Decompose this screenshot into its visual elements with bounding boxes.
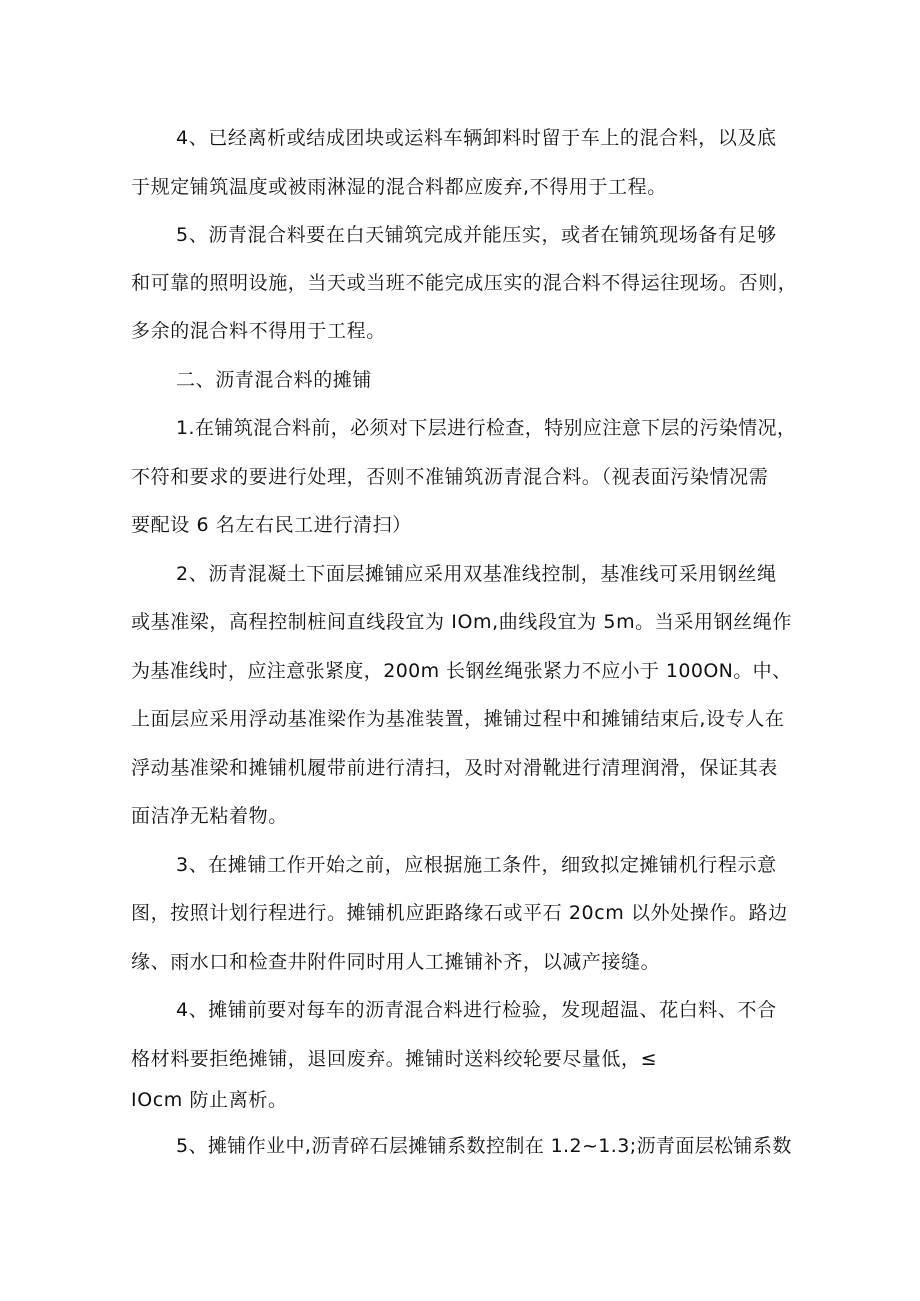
text-line: 浮动基准梁和摊铺机履带前进行清扫，及时对滑靴进行清理润滑，保证其表 [131,757,778,779]
text-line: 4、摊铺前要对每车的沥青混合料进行检验，发现超温、花白料、不合 [176,999,777,1021]
text-line: 5、摊铺作业中,沥青碎石层摊铺系数控制在 1.2~1.3;沥青面层松铺系数 [176,1135,792,1157]
text-line: 不符和要求的要进行处理，否则不准铺筑沥青混合料。（视表面污染情况需 [131,466,769,488]
text-line: 2、沥青混凝土下面层摊铺应采用双基准线控制，基准线可采用钢丝绳 [176,563,777,585]
text-line: 于规定铺筑温度或被雨淋湿的混合料都应废弃,不得用于工程。 [131,176,667,198]
text-line: 4、已经离析或结成团块或运料车辆卸料时留于车上的混合料，以及底 [176,127,777,149]
text-line: IOcm 防止离析。 [131,1089,288,1111]
text-line: 3、在摊铺工作开始之前，应根据施工条件，细致拟定摊铺机行程示意 [176,854,777,876]
text-line: 图，按照计划行程进行。摊铺机应距路缘石或平石 20cm 以外处操作。路边 [131,902,788,924]
text-line: 缘、雨水口和检查井附件同时用人工摊铺补齐，以减产接缝。 [131,951,661,973]
text-line: 要配设 6 名左右民工进行清扫） [131,514,412,536]
text-line: 或基准梁，高程控制桩间直线段宜为 IOm,曲线段宜为 5m。当采用钢丝绳作 [131,611,792,633]
text-line: 上面层应采用浮动基准梁作为基准装置，摊铺过程中和摊铺结束后,设专人在 [131,708,785,730]
section-heading: 二、沥青混合料的摊铺 [176,369,373,391]
text-line: 格材料要拒绝摊铺，退回废弃。摊铺时送料绞轮要尽量低，≤ [131,1048,658,1070]
text-line: 5、沥青混合料要在白天铺筑完成并能压实，或者在铺筑现场备有足够 [176,224,777,246]
text-line: 多余的混合料不得用于工程。 [131,320,386,342]
text-line: 为基准线时，应注意张紧度，200m 长钢丝绳张紧力不应小于 100ON。中、 [131,660,792,682]
text-line: 和可靠的照明设施，当天或当班不能完成压实的混合料不得运往现场。否则， [131,272,798,294]
text-line: 面洁净无粘着物。 [131,805,288,827]
text-line: 1.在铺筑混合料前，必须对下层进行检查，特别应注意下层的污染情况， [176,417,797,439]
